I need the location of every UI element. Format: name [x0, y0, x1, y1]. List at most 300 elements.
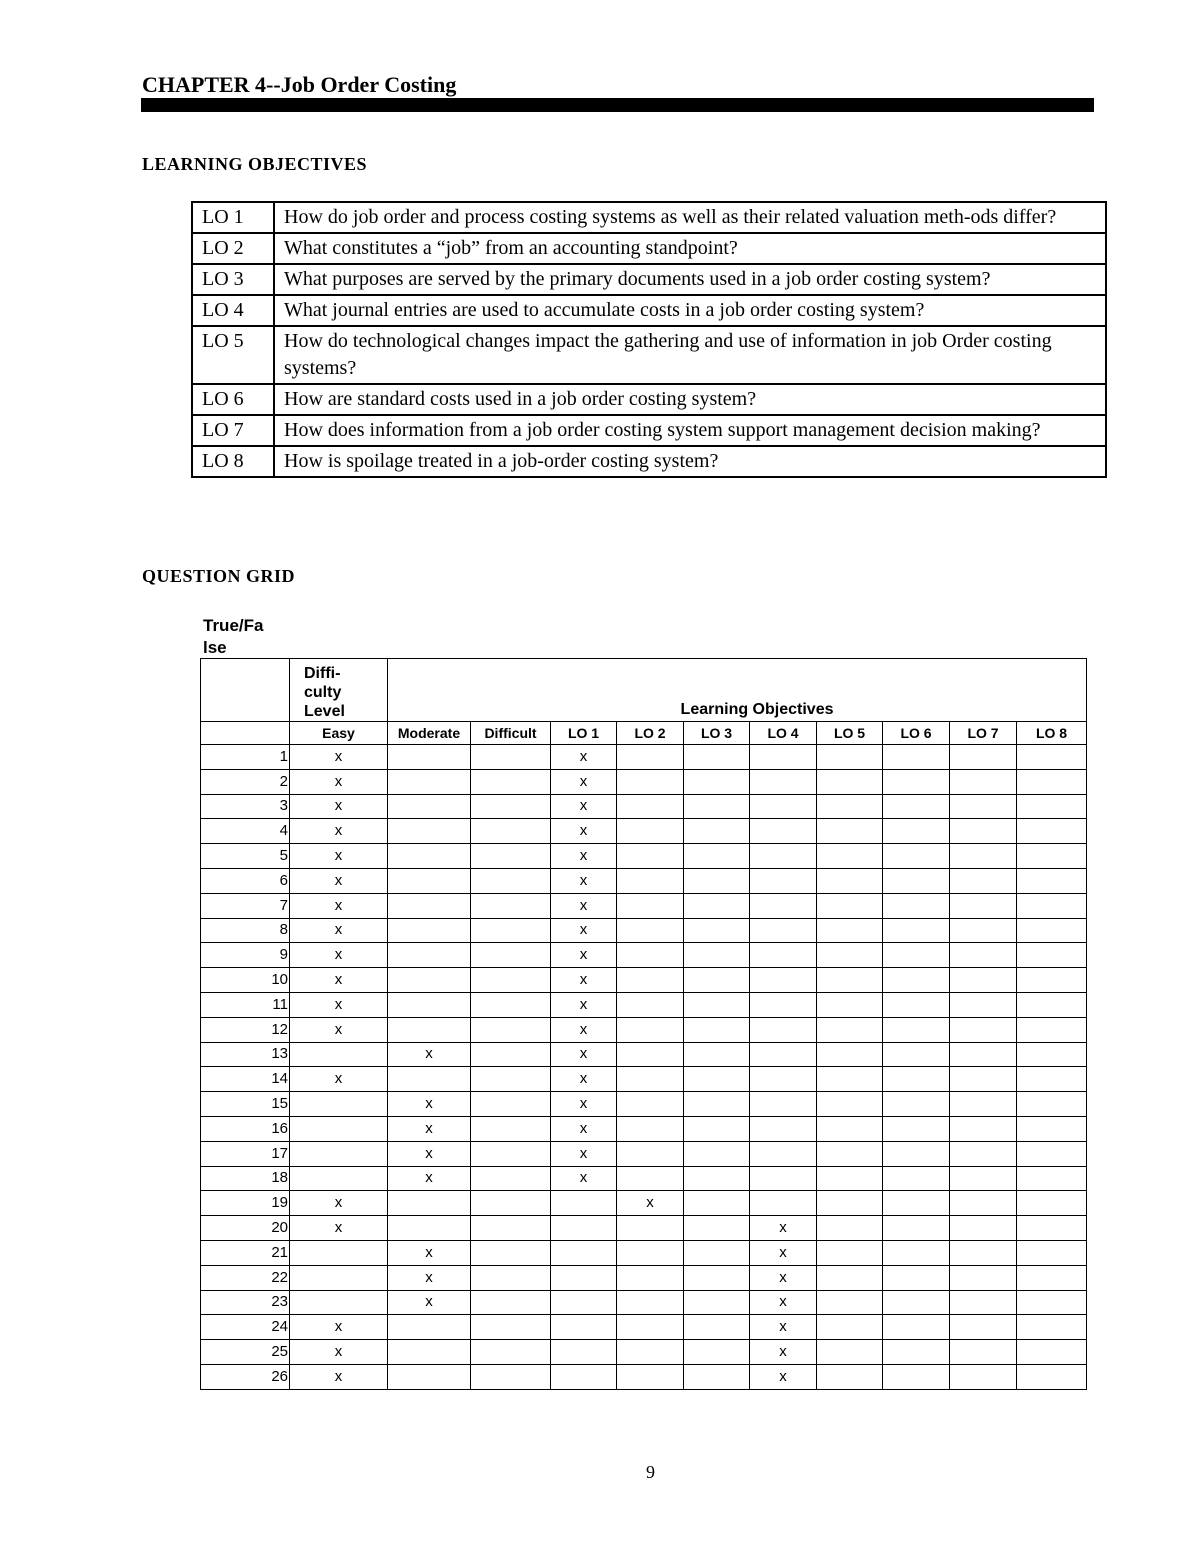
question-row	[201, 1042, 1087, 1067]
grid-column-header: Easy	[290, 722, 388, 745]
grid-cell	[471, 1364, 551, 1389]
grid-cell	[750, 1166, 817, 1191]
grid-cell	[950, 1315, 1017, 1340]
grid-cell	[950, 1141, 1017, 1166]
grid-cell	[684, 1042, 750, 1067]
grid-cell	[471, 868, 551, 893]
grid-cell	[684, 1240, 750, 1265]
grid-cell	[950, 1191, 1017, 1216]
grid-cell	[684, 893, 750, 918]
grid-header-blank	[201, 659, 290, 722]
grid-cell	[817, 769, 883, 794]
grid-cell-mark: x	[551, 1042, 617, 1067]
grid-cell	[617, 943, 684, 968]
grid-cell	[551, 1364, 617, 1389]
grid-cell	[817, 992, 883, 1017]
grid-cell-mark: x	[388, 1240, 471, 1265]
learning-objective-row	[192, 384, 1106, 415]
grid-cell	[471, 1290, 551, 1315]
grid-cell	[290, 1265, 388, 1290]
grid-cell-mark: x	[551, 1067, 617, 1092]
grid-cell-mark: x	[290, 1216, 388, 1241]
grid-cell	[617, 1240, 684, 1265]
grid-cell	[684, 1315, 750, 1340]
difficulty-level-header	[290, 659, 388, 722]
grid-column-header-row	[201, 722, 1087, 745]
grid-cell	[1017, 1017, 1087, 1042]
grid-cell	[883, 992, 950, 1017]
grid-cell	[1017, 819, 1087, 844]
grid-cell	[617, 769, 684, 794]
question-number: 6	[201, 868, 290, 893]
learning-objective-text: How are standard costs used in a job order costing system?	[274, 384, 1106, 415]
grid-cell	[750, 1042, 817, 1067]
grid-cell	[883, 819, 950, 844]
grid-cell	[471, 1340, 551, 1365]
grid-cell	[471, 1141, 551, 1166]
question-row	[201, 819, 1087, 844]
grid-cell	[290, 1092, 388, 1117]
grid-cell-mark: x	[388, 1042, 471, 1067]
grid-cell	[883, 1092, 950, 1117]
grid-cell	[1017, 1216, 1087, 1241]
grid-cell	[750, 745, 817, 770]
chapter-title: CHAPTER 4--Job Order Costing	[142, 72, 457, 97]
question-number: 13	[201, 1042, 290, 1067]
grid-cell	[883, 1141, 950, 1166]
grid-cell	[1017, 1116, 1087, 1141]
grid-cell-mark: x	[551, 1017, 617, 1042]
question-number: 3	[201, 794, 290, 819]
grid-cell	[684, 769, 750, 794]
grid-cell	[817, 1340, 883, 1365]
grid-cell-mark: x	[290, 893, 388, 918]
grid-cell	[950, 918, 1017, 943]
grid-cell	[617, 1265, 684, 1290]
grid-cell	[883, 1315, 950, 1340]
question-number: 15	[201, 1092, 290, 1117]
grid-cell	[388, 992, 471, 1017]
question-number: 1	[201, 745, 290, 770]
grid-cell	[750, 968, 817, 993]
grid-cell	[388, 868, 471, 893]
question-number: 20	[201, 1216, 290, 1241]
grid-cell	[617, 1067, 684, 1092]
grid-cell	[883, 943, 950, 968]
difficulty-header-line1: Diffi-	[304, 665, 341, 682]
grid-cell	[388, 893, 471, 918]
grid-cell	[750, 1141, 817, 1166]
grid-cell	[817, 968, 883, 993]
grid-cell	[817, 1116, 883, 1141]
grid-caption	[203, 615, 263, 659]
grid-cell-mark: x	[551, 794, 617, 819]
grid-cell-mark: x	[388, 1141, 471, 1166]
grid-cell-mark: x	[290, 1067, 388, 1092]
question-row	[201, 1315, 1087, 1340]
grid-cell	[388, 844, 471, 869]
grid-caption-line2: lse	[203, 638, 227, 657]
grid-cell-mark: x	[290, 819, 388, 844]
grid-cell	[471, 1067, 551, 1092]
grid-cell	[817, 918, 883, 943]
grid-cell	[750, 769, 817, 794]
grid-cell	[750, 844, 817, 869]
grid-cell-mark: x	[551, 819, 617, 844]
grid-cell	[684, 1364, 750, 1389]
grid-cell	[817, 943, 883, 968]
grid-cell	[1017, 745, 1087, 770]
grid-cell	[290, 1141, 388, 1166]
grid-cell	[471, 1166, 551, 1191]
learning-objective-row	[192, 264, 1106, 295]
grid-cell	[750, 1017, 817, 1042]
grid-cell-mark: x	[290, 745, 388, 770]
grid-cell	[883, 844, 950, 869]
grid-cell	[617, 1290, 684, 1315]
question-row	[201, 968, 1087, 993]
grid-cell	[817, 745, 883, 770]
question-row	[201, 992, 1087, 1017]
grid-cell	[883, 1191, 950, 1216]
grid-cell-mark: x	[551, 745, 617, 770]
grid-cell-mark: x	[750, 1290, 817, 1315]
grid-cell	[950, 1216, 1017, 1241]
grid-cell	[388, 968, 471, 993]
grid-cell	[950, 868, 1017, 893]
grid-cell-mark: x	[750, 1216, 817, 1241]
grid-cell	[617, 1216, 684, 1241]
question-row	[201, 868, 1087, 893]
grid-cell	[1017, 1290, 1087, 1315]
grid-cell	[471, 893, 551, 918]
grid-cell-mark: x	[290, 918, 388, 943]
grid-cell-mark: x	[388, 1290, 471, 1315]
grid-cell-mark: x	[388, 1092, 471, 1117]
grid-cell	[684, 868, 750, 893]
question-row	[201, 794, 1087, 819]
grid-cell	[1017, 1364, 1087, 1389]
question-row	[201, 943, 1087, 968]
page-number: 9	[646, 1462, 655, 1482]
grid-cell	[883, 745, 950, 770]
question-number: 18	[201, 1166, 290, 1191]
grid-cell	[950, 1265, 1017, 1290]
grid-cell	[950, 769, 1017, 794]
grid-cell-mark: x	[551, 1092, 617, 1117]
grid-cell	[750, 794, 817, 819]
learning-objective-text: How do technological changes impact the gathering and use of information in job Order costing systems?	[274, 326, 1106, 384]
grid-cell	[617, 745, 684, 770]
grid-cell	[1017, 992, 1087, 1017]
grid-cell	[388, 794, 471, 819]
grid-cell	[684, 1116, 750, 1141]
grid-cell-mark: x	[388, 1265, 471, 1290]
grid-cell	[471, 1042, 551, 1067]
learning-objective-text: How does information from a job order costing system support management decision making?	[274, 415, 1106, 446]
grid-cell-mark: x	[290, 1315, 388, 1340]
grid-cell	[617, 1116, 684, 1141]
grid-cell	[684, 968, 750, 993]
grid-cell	[817, 819, 883, 844]
grid-cell	[750, 918, 817, 943]
grid-cell	[950, 1067, 1017, 1092]
learning-objective-row	[192, 326, 1106, 384]
learning-objective-code: LO 8	[192, 446, 274, 477]
grid-cell	[684, 745, 750, 770]
grid-cell	[1017, 868, 1087, 893]
grid-cell	[290, 1116, 388, 1141]
grid-cell	[883, 1265, 950, 1290]
grid-cell-mark: x	[551, 868, 617, 893]
grid-cell	[684, 1141, 750, 1166]
grid-cell	[817, 1364, 883, 1389]
grid-cell	[617, 1364, 684, 1389]
grid-cell	[684, 943, 750, 968]
grid-cell	[883, 1067, 950, 1092]
chapter-title-rule	[141, 98, 1094, 112]
grid-cell-mark: x	[551, 918, 617, 943]
grid-cell	[471, 745, 551, 770]
question-number: 22	[201, 1265, 290, 1290]
grid-cell-mark: x	[290, 1364, 388, 1389]
grid-cell	[817, 844, 883, 869]
grid-cell	[750, 868, 817, 893]
grid-cell	[950, 968, 1017, 993]
grid-cell	[817, 1067, 883, 1092]
grid-cell	[883, 769, 950, 794]
difficulty-header-line3: Level	[304, 703, 345, 720]
question-row	[201, 1017, 1087, 1042]
grid-cell	[817, 893, 883, 918]
grid-cell	[388, 1017, 471, 1042]
grid-cell	[883, 1166, 950, 1191]
question-number: 24	[201, 1315, 290, 1340]
learning-objective-text: What journal entries are used to accumulate costs in a job order costing system?	[274, 295, 1106, 326]
grid-cell	[750, 992, 817, 1017]
learning-objective-code: LO 5	[192, 326, 274, 384]
grid-cell	[950, 992, 1017, 1017]
grid-cell-mark: x	[388, 1116, 471, 1141]
grid-cell	[471, 1191, 551, 1216]
grid-cell-mark: x	[290, 1017, 388, 1042]
learning-objectives-header: Learning Objectives	[388, 659, 1087, 722]
question-number: 19	[201, 1191, 290, 1216]
grid-cell-mark: x	[290, 794, 388, 819]
learning-objective-row	[192, 446, 1106, 477]
grid-cell	[617, 992, 684, 1017]
grid-cell	[1017, 1240, 1087, 1265]
grid-cell	[817, 1017, 883, 1042]
learning-objective-code: LO 2	[192, 233, 274, 264]
grid-cell	[471, 992, 551, 1017]
grid-cell	[817, 1265, 883, 1290]
learning-objective-code: LO 3	[192, 264, 274, 295]
grid-cell	[617, 918, 684, 943]
question-number: 21	[201, 1240, 290, 1265]
grid-column-header: LO 4	[750, 722, 817, 745]
learning-objectives-heading: LEARNING OBJECTIVES	[142, 154, 368, 174]
grid-cell	[617, 893, 684, 918]
grid-cell	[471, 819, 551, 844]
grid-cell	[617, 1092, 684, 1117]
grid-cell	[1017, 1340, 1087, 1365]
question-row	[201, 1216, 1087, 1241]
question-row	[201, 1240, 1087, 1265]
grid-cell	[817, 1166, 883, 1191]
grid-cell	[388, 1364, 471, 1389]
grid-cell	[684, 1067, 750, 1092]
grid-cell	[750, 1191, 817, 1216]
grid-cell	[684, 844, 750, 869]
grid-cell	[551, 1315, 617, 1340]
question-row	[201, 1191, 1087, 1216]
question-number: 11	[201, 992, 290, 1017]
grid-cell	[388, 1315, 471, 1340]
grid-column-header: LO 1	[551, 722, 617, 745]
grid-cell	[551, 1240, 617, 1265]
grid-column-header: LO 3	[684, 722, 750, 745]
grid-column-header: LO 5	[817, 722, 883, 745]
grid-cell	[817, 1315, 883, 1340]
grid-cell	[290, 1042, 388, 1067]
grid-cell	[617, 794, 684, 819]
grid-cell	[551, 1340, 617, 1365]
grid-cell-mark: x	[290, 844, 388, 869]
grid-cell	[1017, 968, 1087, 993]
question-grid-table	[200, 658, 1087, 1390]
grid-cell	[1017, 1092, 1087, 1117]
grid-cell	[684, 1166, 750, 1191]
grid-cell	[388, 1067, 471, 1092]
question-number: 26	[201, 1364, 290, 1389]
grid-cell	[950, 745, 1017, 770]
learning-objective-code: LO 6	[192, 384, 274, 415]
grid-cell	[684, 1017, 750, 1042]
question-row	[201, 1116, 1087, 1141]
question-row	[201, 1290, 1087, 1315]
question-row	[201, 1364, 1087, 1389]
grid-cell	[471, 1265, 551, 1290]
grid-cell	[617, 1141, 684, 1166]
grid-cell	[950, 893, 1017, 918]
grid-cell	[388, 1216, 471, 1241]
question-row	[201, 1166, 1087, 1191]
grid-header-row	[201, 659, 1087, 722]
learning-objective-text: How do job order and process costing systems as well as their related valuation meth-ods differ?	[274, 202, 1106, 233]
grid-cell	[1017, 844, 1087, 869]
grid-cell	[684, 1290, 750, 1315]
grid-cell	[684, 819, 750, 844]
grid-cell	[950, 1116, 1017, 1141]
question-row	[201, 1265, 1087, 1290]
grid-cell	[617, 1017, 684, 1042]
grid-cell	[388, 819, 471, 844]
grid-cell	[750, 943, 817, 968]
grid-cell	[1017, 1191, 1087, 1216]
question-number: 14	[201, 1067, 290, 1092]
grid-cell	[551, 1290, 617, 1315]
grid-cell-mark: x	[388, 1166, 471, 1191]
question-number: 9	[201, 943, 290, 968]
grid-cell	[950, 1364, 1017, 1389]
grid-cell	[388, 745, 471, 770]
grid-cell	[1017, 943, 1087, 968]
grid-cell	[1017, 1141, 1087, 1166]
grid-cell	[950, 1240, 1017, 1265]
grid-cell	[388, 1191, 471, 1216]
grid-cell	[883, 1116, 950, 1141]
grid-cell	[950, 844, 1017, 869]
grid-cell	[684, 1191, 750, 1216]
grid-cell	[883, 794, 950, 819]
grid-cell	[471, 1017, 551, 1042]
grid-cell-mark: x	[290, 769, 388, 794]
grid-cell	[684, 1340, 750, 1365]
grid-cell	[883, 893, 950, 918]
grid-cell	[883, 1290, 950, 1315]
grid-cell	[817, 1141, 883, 1166]
grid-cell	[1017, 1166, 1087, 1191]
difficulty-header-line2: culty	[304, 684, 342, 701]
grid-cell	[883, 868, 950, 893]
grid-cell	[950, 794, 1017, 819]
grid-cell	[883, 968, 950, 993]
grid-cell	[883, 1017, 950, 1042]
question-number: 8	[201, 918, 290, 943]
grid-cell-mark: x	[750, 1315, 817, 1340]
grid-cell	[471, 1240, 551, 1265]
question-number: 23	[201, 1290, 290, 1315]
learning-objective-row	[192, 295, 1106, 326]
grid-cell-mark: x	[290, 868, 388, 893]
grid-cell-mark: x	[750, 1240, 817, 1265]
learning-objective-text: How is spoilage treated in a job-order costing system?	[274, 446, 1106, 477]
grid-cell	[817, 1290, 883, 1315]
question-number: 7	[201, 893, 290, 918]
grid-cell	[617, 1042, 684, 1067]
question-row	[201, 844, 1087, 869]
grid-cell	[1017, 1315, 1087, 1340]
question-row	[201, 1092, 1087, 1117]
question-number: 4	[201, 819, 290, 844]
grid-cell	[684, 918, 750, 943]
grid-column-header: Moderate	[388, 722, 471, 745]
grid-cell-mark: x	[750, 1340, 817, 1365]
grid-cell-mark: x	[551, 844, 617, 869]
grid-column-header-blank	[201, 722, 290, 745]
grid-column-header: LO 7	[950, 722, 1017, 745]
grid-cell	[1017, 1042, 1087, 1067]
learning-objective-text: What purposes are served by the primary documents used in a job order costing system?	[274, 264, 1106, 295]
grid-cell	[551, 1216, 617, 1241]
grid-cell-mark: x	[750, 1364, 817, 1389]
grid-cell	[950, 1290, 1017, 1315]
learning-objective-text: What constitutes a “job” from an accounting standpoint?	[274, 233, 1106, 264]
learning-objective-row	[192, 415, 1106, 446]
question-number: 25	[201, 1340, 290, 1365]
question-row	[201, 769, 1087, 794]
question-row	[201, 893, 1087, 918]
grid-cell	[950, 1166, 1017, 1191]
grid-cell-mark: x	[290, 1191, 388, 1216]
question-grid-heading: QUESTION GRID	[142, 566, 296, 586]
grid-cell	[817, 1216, 883, 1241]
question-number: 12	[201, 1017, 290, 1042]
grid-cell-mark: x	[617, 1191, 684, 1216]
grid-cell	[617, 1166, 684, 1191]
grid-cell-mark: x	[551, 1141, 617, 1166]
